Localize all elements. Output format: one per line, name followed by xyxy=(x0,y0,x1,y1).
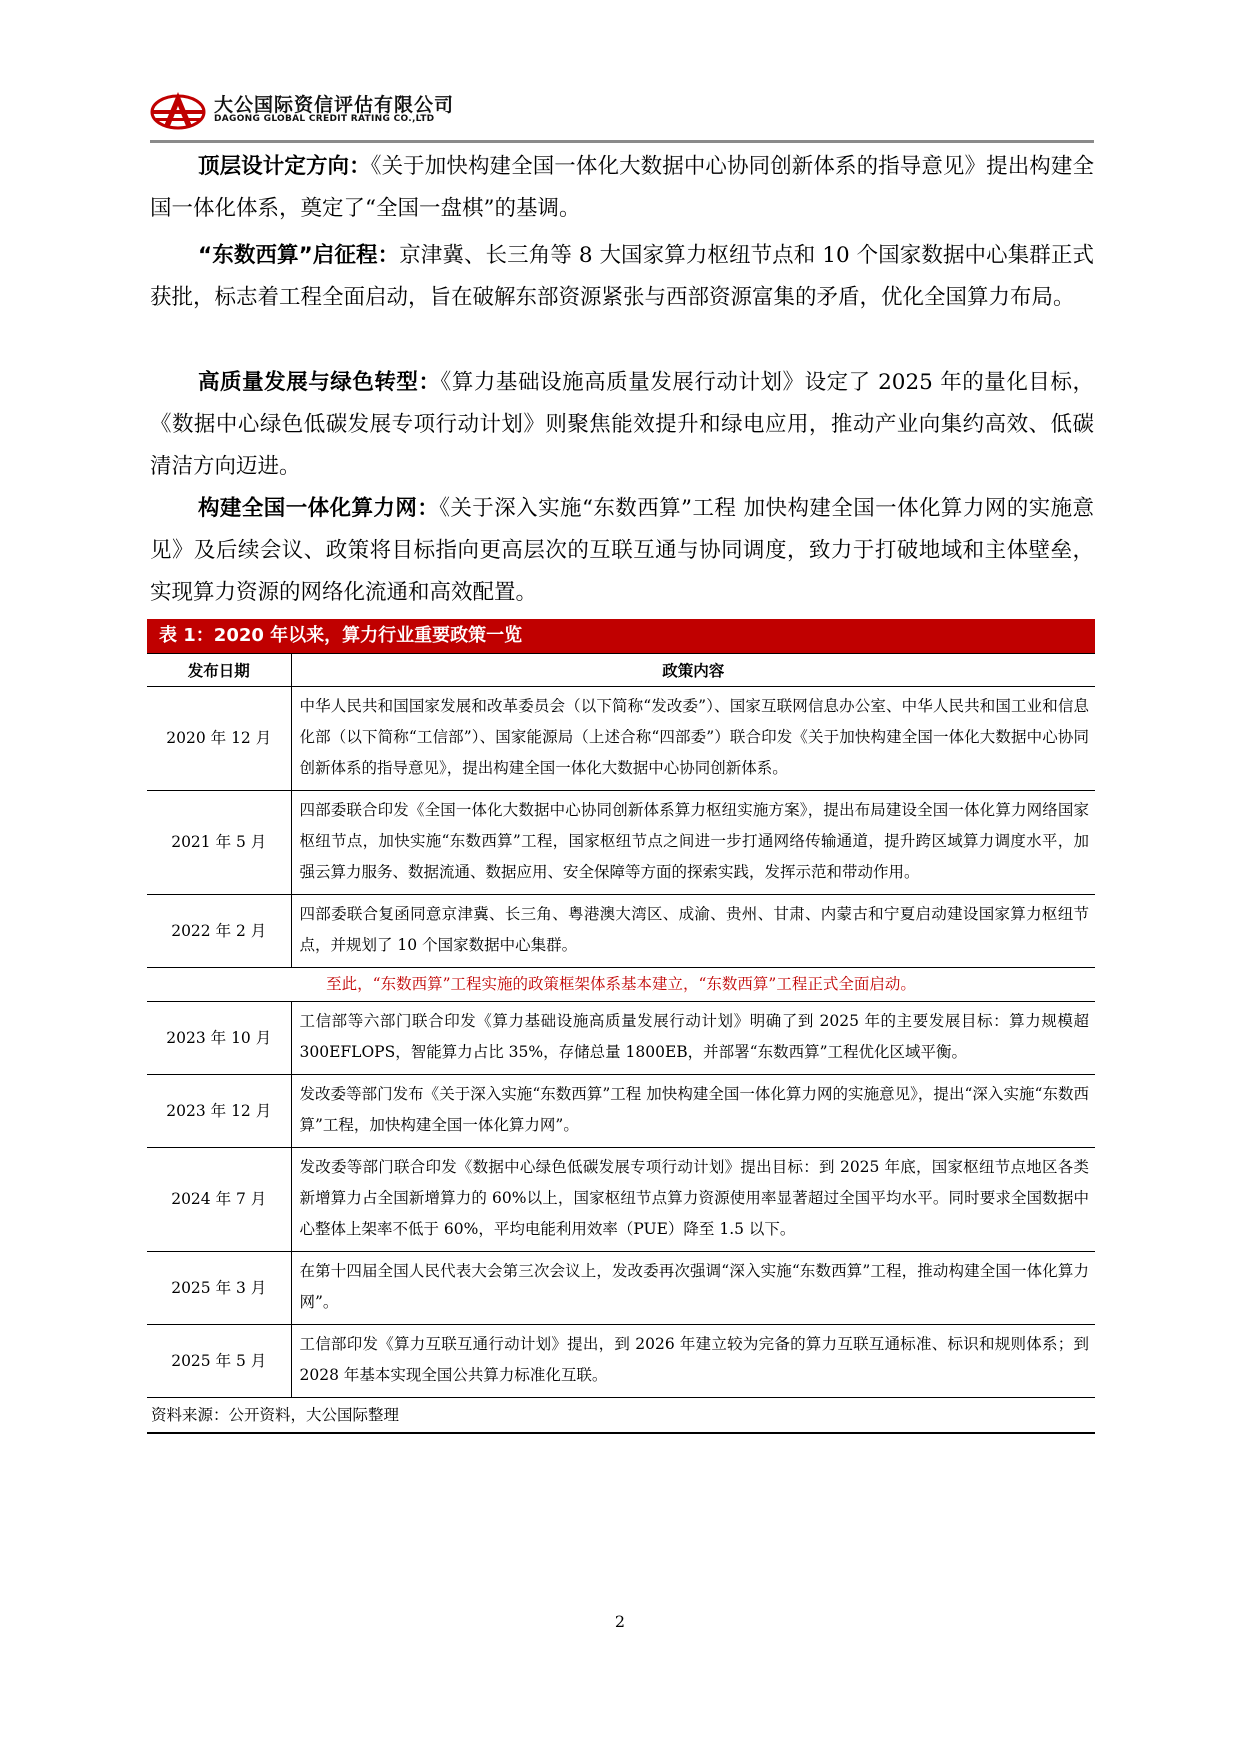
table-row xyxy=(147,1002,1095,1075)
paragraph-lead: 顶层设计定方向： xyxy=(198,154,371,179)
row-content: 四部委联合复函同意京津冀、长三角、粤港澳大湾区、成渝、贵州、甘肃、内蒙古和宁夏启动建设国家算力枢纽节点，并规划了 10 个国家数据中心集群。 xyxy=(291,895,1095,968)
row-date: 2023 年 12 月 xyxy=(147,1075,291,1148)
row-date: 2024 年 7 月 xyxy=(147,1148,291,1252)
page-number: 2 xyxy=(614,1612,626,1631)
header-content: 政策内容 xyxy=(291,654,1095,687)
table-row xyxy=(147,895,1095,968)
milestone-note-row xyxy=(147,968,1095,1002)
table-header-row xyxy=(147,654,1095,687)
row-content: 在第十四届全国人民代表大会第三次会议上，发改委再次强调“深入实施“东数西算”工程，推动构建全国一体化算力网”。 xyxy=(291,1252,1095,1325)
row-content: 发改委等部门发布《关于深入实施“东数西算”工程 加快构建全国一体化算力网的实施意见》，提出“深入实施“东数西算”工程，加快构建全国一体化算力网”。 xyxy=(291,1075,1095,1148)
paragraph-national-compute-network xyxy=(150,488,1094,614)
milestone-note: 至此，“东数西算”工程实施的政策框架体系基本建立，“东数西算”工程正式全面启动。 xyxy=(147,968,1095,1002)
paragraph-text: 京津冀、长三角等 8 大国家算力枢纽节点和 10 个国家数据中心集群正式获批，标志着工程全面启动，旨在破解东部资源紧张与西部资源富集的矛盾，优化全国算力布局。 xyxy=(150,243,1094,310)
table-row xyxy=(147,1252,1095,1325)
paragraph-east-data-west-compute xyxy=(150,235,1094,319)
header-divider xyxy=(150,140,1094,143)
paragraph-top-level-design xyxy=(150,146,1094,230)
paragraph-green-transition xyxy=(150,362,1094,488)
paragraph-lead: 构建全国一体化算力网： xyxy=(198,496,440,521)
row-date: 2025 年 3 月 xyxy=(147,1252,291,1325)
table-row xyxy=(147,1148,1095,1252)
table-row xyxy=(147,687,1095,791)
table-row xyxy=(147,1325,1095,1398)
company-name-cn: 大公国际资信评估有限公司 xyxy=(214,94,455,116)
paragraph-text: 《关于深入实施“东数西算”工程 加快构建全国一体化算力网的实施意见》及后续会议、政策将目标指向更高层次的互联互通与协同调度，致力于打破地域和主体壁垒，实现算力资源的网络化流通和高效配置。 xyxy=(150,496,1094,605)
row-date: 2023 年 10 月 xyxy=(147,1002,291,1075)
dagong-logo-icon xyxy=(150,88,206,132)
row-date: 2025 年 5 月 xyxy=(147,1325,291,1398)
table-source: 资料来源：公开资料，大公国际整理 xyxy=(147,1398,1095,1434)
row-date: 2022 年 2 月 xyxy=(147,895,291,968)
row-date: 2021 年 5 月 xyxy=(147,791,291,895)
row-content: 发改委等部门联合印发《数据中心绿色低碳发展专项行动计划》提出目标：到 2025 年底，国家枢纽节点地区各类新增算力占全国新增算力的 60%以上，国家枢纽节点算力资源使用率显著超过全国平均水平。同时要求全国数据中心整体上架率不低于 60%，平均电能利用效率（PUE）降至 1.5 以下。 xyxy=(291,1148,1095,1252)
paragraph-lead: “东数西算”启征程： xyxy=(198,243,400,268)
paragraph-text: 《关于加快构建全国一体化大数据中心协同创新体系的指导意见》提出构建全国一体化体系，奠定了“全国一盘棋”的基调。 xyxy=(150,154,1094,221)
row-content: 四部委联合印发《全国一体化大数据中心协同创新体系算力枢纽实施方案》，提出布局建设全国一体化算力网络国家枢纽节点，加快实施“东数西算”工程，国家枢纽节点之间进一步打通网络传输通道，提升跨区域算力调度水平，加强云算力服务、数据流通、数据应用、安全保障等方面的探索实践，发挥示范和带动作用。 xyxy=(291,791,1095,895)
policy-table xyxy=(147,653,1095,1434)
page-header xyxy=(150,80,1100,140)
policy-table-block xyxy=(147,619,1095,1434)
table-row xyxy=(147,791,1095,895)
paragraph-lead: 高质量发展与绿色转型： xyxy=(198,370,441,395)
row-content: 中华人民共和国国家发展和改革委员会（以下简称“发改委”）、国家互联网信息办公室、中华人民共和国工业和信息化部（以下简称“工信部”）、国家能源局（上述合称“四部委”）联合印发《关于加快构建全国一体化大数据中心协同创新体系的指导意见》，提出构建全国一体化大数据中心协同创新体系。 xyxy=(291,687,1095,791)
row-content: 工信部印发《算力互联互通行动计划》提出，到 2026 年建立较为完备的算力互联互通标准、标识和规则体系；到 2028 年基本实现全国公共算力标准化互联。 xyxy=(291,1325,1095,1398)
table-row xyxy=(147,1075,1095,1148)
row-date: 2020 年 12 月 xyxy=(147,687,291,791)
row-content: 工信部等六部门联合印发《算力基础设施高质量发展行动计划》明确了到 2025 年的主要发展目标：算力规模超 300EFLOPS，智能算力占比 35%，存储总量 1800EB，并部署“东数西算”工程优化区域平衡。 xyxy=(291,1002,1095,1075)
company-name-en: DAGONG GLOBAL CREDIT RATING CO.,LTD xyxy=(214,114,435,124)
header-date: 发布日期 xyxy=(147,654,291,687)
source-row xyxy=(147,1398,1095,1434)
table-title: 表 1：2020 年以来，算力行业重要政策一览 xyxy=(147,619,1095,653)
paragraph-text: 《算力基础设施高质量发展行动计划》设定了 2025 年的量化目标，《数据中心绿色低碳发展专项行动计划》则聚焦能效提升和绿电应用，推动产业向集约高效、低碳清洁方向迈进。 xyxy=(150,370,1094,479)
